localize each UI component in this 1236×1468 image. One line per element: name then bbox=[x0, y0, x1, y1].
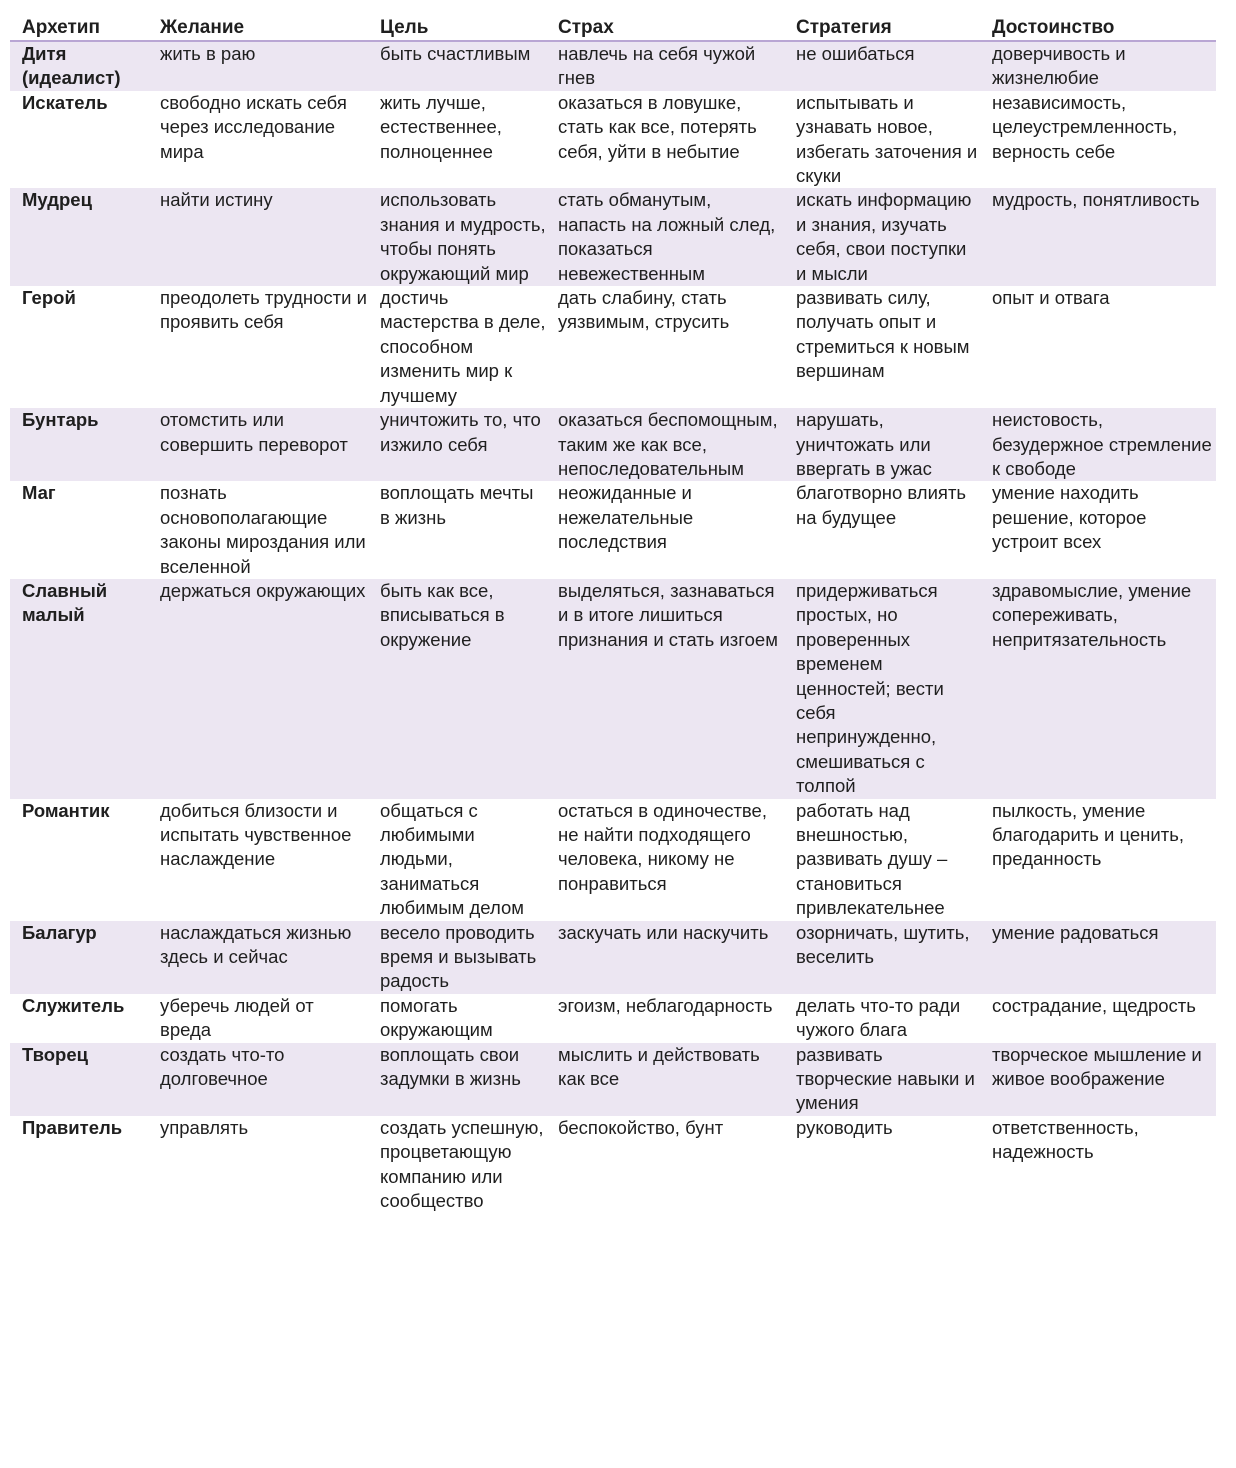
cell-strategy: работать над внешностью, развивать душу – становиться привлекательнее bbox=[796, 799, 948, 919]
cell-fear: остаться в одиночестве, не найти подходящего человека, никому не понравиться bbox=[558, 799, 767, 894]
cell-desire: познать основополагающие законы мироздания или вселенной bbox=[160, 482, 366, 577]
cell-fear: навлечь на себя чужой гнев bbox=[546, 41, 784, 91]
cell-desire: создать что-то долговечное bbox=[148, 1043, 368, 1116]
header-row bbox=[10, 14, 1216, 41]
cell-desire: держаться окружающих bbox=[148, 579, 368, 799]
cell-archetype: Балагур bbox=[10, 921, 148, 994]
table-row bbox=[10, 579, 1216, 799]
table-row bbox=[10, 994, 1216, 1043]
cell-strategy: нарушать, уничтожать или ввергать в ужас bbox=[784, 408, 980, 481]
cell-fear: стать обманутым, напасть на ложный след, показаться невежественным bbox=[546, 188, 784, 286]
cell-virtue: пылкость, умение благодарить и ценить, преданность bbox=[992, 799, 1184, 870]
cell-archetype: Служитель bbox=[22, 994, 125, 1016]
table-row bbox=[10, 41, 1216, 91]
table-body bbox=[10, 41, 1216, 1214]
cell-strategy: придерживаться простых, но проверенных временем ценностей; вести себя непринужденно, смешиваться с толпой bbox=[784, 579, 980, 799]
cell-goal: жить лучше, естественнее, полноценнее bbox=[380, 91, 502, 162]
table-row bbox=[10, 481, 1216, 579]
cell-desire: отомстить или совершить переворот bbox=[148, 408, 368, 481]
cell-fear: мыслить и действовать как все bbox=[546, 1043, 784, 1116]
cell-goal: достичь мастерства в деле, способном изменить мир к лучшему bbox=[380, 287, 546, 406]
table-row bbox=[10, 799, 1216, 921]
cell-goal: создать успешную, процветающую компанию или сообщество bbox=[380, 1116, 544, 1212]
cell-virtue: ответственность, надежность bbox=[992, 1116, 1139, 1163]
table-row bbox=[10, 286, 1216, 408]
cell-virtue: умение радоваться bbox=[980, 921, 1216, 994]
cell-fear: выделяться, зазнаваться и в итоге лишиться признания и стать изгоем bbox=[546, 579, 784, 799]
table-header bbox=[10, 14, 1216, 41]
header-fear: Страх bbox=[546, 14, 784, 41]
cell-goal: быть как все, вписываться в окружение bbox=[368, 579, 546, 799]
table-row bbox=[10, 188, 1216, 286]
table-row bbox=[10, 1116, 1216, 1214]
cell-archetype: Бунтарь bbox=[10, 408, 148, 481]
header-goal: Цель bbox=[368, 14, 546, 41]
cell-goal: уничтожить то, что изжило себя bbox=[368, 408, 546, 481]
cell-fear: беспокойство, бунт bbox=[558, 1116, 724, 1138]
cell-virtue: опыт и отвага bbox=[992, 287, 1110, 309]
cell-archetype: Правитель bbox=[22, 1116, 123, 1138]
cell-desire: уберечь людей от вреда bbox=[160, 994, 314, 1041]
cell-virtue: независимость, целеустремленность, верность себе bbox=[992, 91, 1178, 162]
cell-fear: заскучать или наскучить bbox=[546, 921, 784, 994]
cell-goal: использовать знания и мудрость, чтобы понять окружающий мир bbox=[368, 188, 546, 286]
cell-archetype: Романтик bbox=[22, 799, 110, 821]
cell-desire: добиться близости и испытать чувственное наслаждение bbox=[160, 799, 352, 870]
cell-desire: управлять bbox=[160, 1116, 249, 1138]
cell-desire: жить в раю bbox=[148, 41, 368, 91]
cell-goal: общаться с любимыми людьми, заниматься любимым делом bbox=[380, 799, 524, 919]
cell-strategy: испытывать и узнавать новое, избегать заточения и скуки bbox=[796, 91, 978, 187]
cell-virtue: мудрость, понятливость bbox=[980, 188, 1216, 286]
cell-archetype: Искатель bbox=[22, 91, 108, 113]
cell-strategy: руководить bbox=[796, 1116, 893, 1138]
table-row bbox=[10, 1043, 1216, 1116]
cell-goal: воплощать мечты в жизнь bbox=[380, 482, 534, 528]
table-row bbox=[10, 408, 1216, 481]
cell-goal: быть счастливым bbox=[368, 41, 546, 91]
cell-goal: помогать окружающим bbox=[380, 994, 493, 1041]
cell-strategy: искать информацию и знания, изучать себя, свои поступки и мысли bbox=[784, 188, 980, 286]
cell-virtue: доверчивость и жизнелюбие bbox=[980, 41, 1216, 91]
cell-virtue: умение находить решение, которое устроит всех bbox=[992, 482, 1147, 553]
cell-strategy: делать что-то ради чужого блага bbox=[796, 994, 961, 1041]
cell-archetype: Творец bbox=[10, 1043, 148, 1116]
cell-fear: дать слабину, стать уязвимым, струсить bbox=[558, 287, 730, 333]
header-virtue: Достоинство bbox=[980, 14, 1216, 41]
cell-strategy: не ошибаться bbox=[784, 41, 980, 91]
cell-fear: оказаться в ловушке, стать как все, потерять себя, уйти в небытие bbox=[558, 91, 757, 162]
table-row bbox=[10, 91, 1216, 189]
header-archetype: Архетип bbox=[10, 14, 148, 41]
cell-fear: оказаться беспомощным, таким же как все, непоследовательным bbox=[546, 408, 784, 481]
cell-fear: эгоизм, неблагодарность bbox=[558, 994, 773, 1016]
cell-archetype: Герой bbox=[22, 287, 76, 309]
cell-archetype: Дитя (идеалист) bbox=[10, 41, 148, 91]
archetypes-table-container bbox=[10, 14, 1216, 1214]
archetypes-table bbox=[10, 14, 1216, 1214]
cell-archetype: Мудрец bbox=[10, 188, 148, 286]
cell-desire: свободно искать себя через исследование мира bbox=[160, 91, 347, 162]
cell-fear: неожиданные и нежелательные последствия bbox=[558, 482, 694, 553]
cell-virtue: неистовость, безудержное стремление к свободе bbox=[980, 408, 1216, 481]
cell-virtue: сострадание, щедрость bbox=[992, 994, 1196, 1016]
cell-desire: найти истину bbox=[148, 188, 368, 286]
cell-archetype: Славный малый bbox=[10, 579, 148, 799]
header-desire: Желание bbox=[148, 14, 368, 41]
cell-goal: весело проводить время и вызывать радость bbox=[368, 921, 546, 994]
cell-strategy: озорничать, шутить, веселить bbox=[784, 921, 980, 994]
cell-virtue: творческое мышление и живое воображение bbox=[980, 1043, 1216, 1116]
header-strategy: Стратегия bbox=[784, 14, 980, 41]
cell-strategy: благотворно влиять на будущее bbox=[796, 482, 967, 528]
cell-goal: воплощать свои задумки в жизнь bbox=[368, 1043, 546, 1116]
table-row bbox=[10, 921, 1216, 994]
cell-strategy: развивать творческие навыки и умения bbox=[784, 1043, 980, 1116]
cell-archetype: Маг bbox=[22, 482, 56, 504]
cell-desire: преодолеть трудности и проявить себя bbox=[160, 287, 367, 333]
cell-strategy: развивать силу, получать опыт и стремиться к новым вершинам bbox=[796, 287, 970, 382]
cell-desire: наслаждаться жизнью здесь и сейчас bbox=[148, 921, 368, 994]
cell-virtue: здравомыслие, умение сопереживать, непритязательность bbox=[980, 579, 1216, 799]
